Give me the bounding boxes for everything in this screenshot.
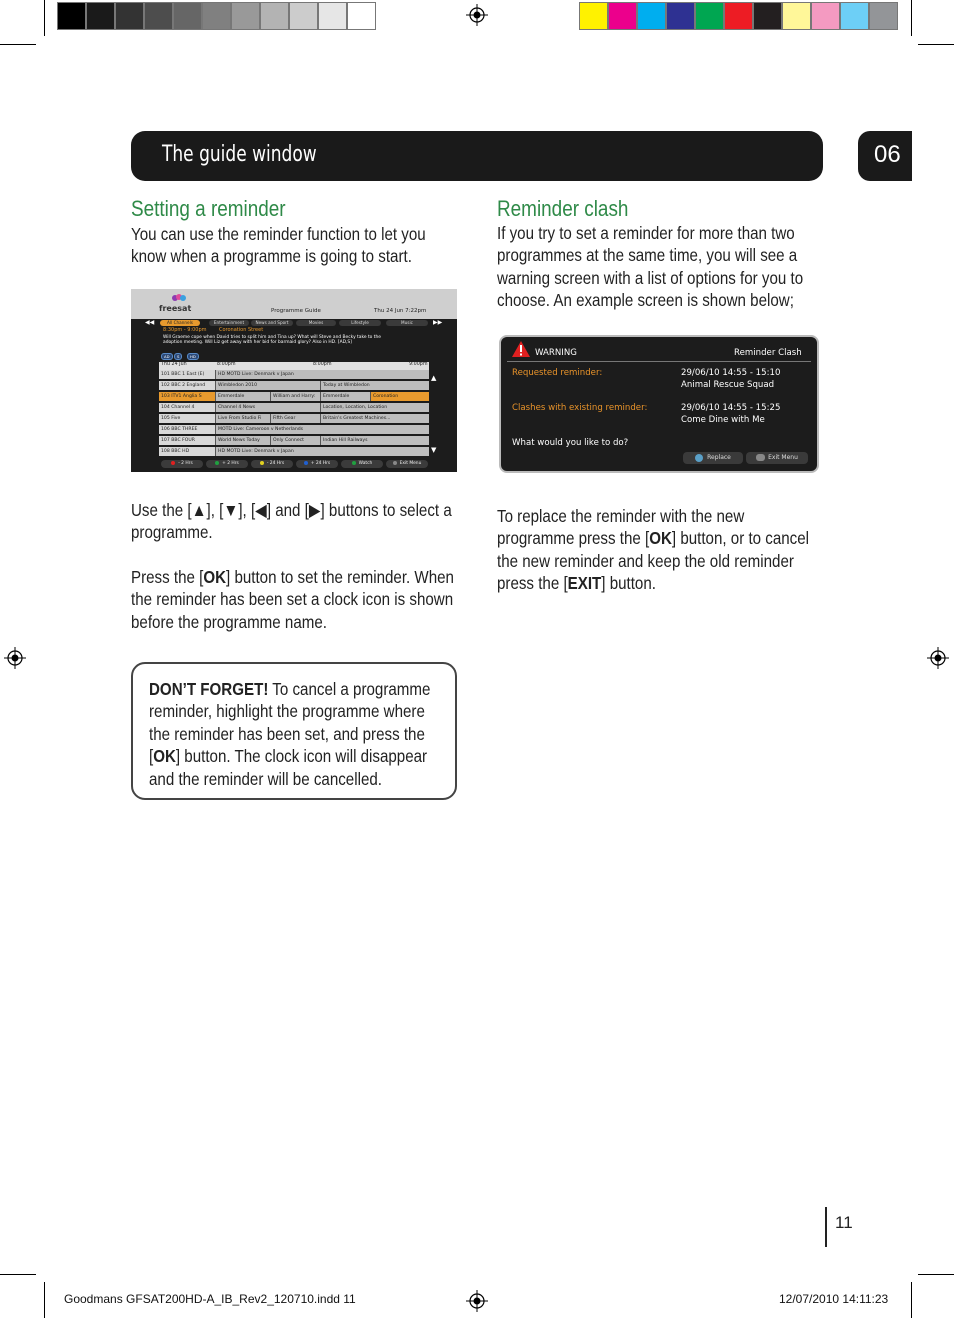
existing-reminder-programme: Come Dine with Me <box>681 415 765 425</box>
gray-swatch <box>289 2 318 30</box>
programme-cell[interactable]: HD MOTD Live: Denmark v Japan <box>215 447 429 456</box>
category-tab[interactable]: Music <box>386 320 428 326</box>
guide-title: Programme Guide <box>271 308 321 314</box>
remote-key-icon <box>260 461 264 465</box>
setting-reminder-intro: You can use the reminder function to let you know when a programme is going to start. <box>131 224 426 267</box>
warning-question: What would you like to do? <box>512 438 629 448</box>
channel-name[interactable]: 101 BBC 1 East (E) <box>159 370 215 379</box>
color-swatch <box>666 2 695 30</box>
registration-mark-icon <box>927 647 949 669</box>
exit-menu-button[interactable]: Exit Menu <box>746 452 808 464</box>
programme-cell[interactable]: Today at Wimbledon <box>320 381 429 390</box>
category-tab[interactable]: Movies <box>296 320 336 326</box>
programme-cell[interactable]: Wimbledon 2010 <box>215 381 320 390</box>
page-number: 11 <box>835 1213 853 1232</box>
crop-mark <box>0 1274 36 1275</box>
color-swatch <box>782 2 811 30</box>
programme-cell[interactable]: Indian Hill Railways <box>320 436 429 445</box>
programme-cell[interactable]: MOTD Live: Cameroon v Netherlands <box>215 425 429 434</box>
remote-key-icon <box>304 461 308 465</box>
color-swatch <box>811 2 840 30</box>
channel-name[interactable]: 103 ITV1 Anglia S <box>159 392 215 401</box>
dont-forget-text: DON’T FORGET! To cancel a programme reminder, highlight the programme where the reminder has been set, and press the [OK] button. The clock icon will disappear and the reminder will be cancelled. <box>149 679 431 789</box>
gray-swatch <box>173 2 202 30</box>
gray-swatch <box>57 2 86 30</box>
guide-button-label: - 2 Hrs <box>178 461 193 466</box>
color-swatch <box>579 2 608 30</box>
guide-button-label: Watch <box>358 461 373 466</box>
heading-reminder-clash: Reminder clash <box>497 196 629 221</box>
category-tab[interactable]: Lifestyle <box>339 320 381 326</box>
programme-cell[interactable]: Location, Location, Location <box>320 403 429 412</box>
warning-label: WARNING <box>535 348 577 358</box>
remote-key-icon <box>215 461 219 465</box>
crop-mark <box>918 1274 954 1275</box>
color-swatch <box>724 2 753 30</box>
guide-button[interactable] <box>386 460 428 468</box>
crop-mark <box>44 0 45 36</box>
programme-cell[interactable]: Coronation <box>370 392 429 401</box>
dont-forget-label: DON’T FORGET! <box>149 679 269 699</box>
crop-mark <box>911 0 912 36</box>
guide-button[interactable] <box>206 460 248 468</box>
guide-row <box>159 425 429 434</box>
guide-button-label: + 2 Hrs <box>222 461 239 466</box>
timeline-bar <box>159 362 429 370</box>
chapter-number: 06 <box>874 141 901 168</box>
freesat-logo-icon <box>171 293 189 303</box>
timeline-time-3: 9:00pm <box>409 362 428 367</box>
programme-cell[interactable]: Live From Studio Fi <box>215 414 270 423</box>
programme-cell[interactable]: Only Connect <box>270 436 320 445</box>
guide-row <box>159 370 429 379</box>
scroll-up-arrow-icon[interactable]: ▲ <box>431 374 437 382</box>
gray-swatch <box>144 2 173 30</box>
warning-title: Reminder Clash <box>734 348 802 358</box>
color-swatch <box>753 2 782 30</box>
guide-row <box>159 381 429 390</box>
color-swatch <box>840 2 869 30</box>
timeline-time-1: 8:00pm <box>217 362 236 367</box>
channel-name[interactable]: 104 Channel 4 <box>159 403 215 412</box>
now-title: Coronation Street <box>219 327 264 333</box>
color-swatch <box>869 2 898 30</box>
warning-divider <box>507 361 811 362</box>
requested-reminder-programme: Animal Rescue Squad <box>681 380 775 390</box>
ok-icon <box>695 454 703 462</box>
info-badge: AD <box>161 353 173 360</box>
chapter-tab <box>858 131 912 181</box>
heading-setting-reminder: Setting a reminder <box>131 196 286 221</box>
gray-swatch <box>260 2 289 30</box>
ok-instruction: Press the [OK] button to set the reminder. When the reminder has been set a clock icon is shown before the programme name. <box>131 567 454 632</box>
remote-key-icon <box>171 461 175 465</box>
navigation-instruction: Use the [▲], [▼], [◀] and [▶] buttons to select a programme. <box>131 500 452 543</box>
exit-icon <box>756 454 765 461</box>
synopsis-line-2: adoption meeting. Will Liz get away with her bid for barmaid glory? Also in HD. [AD,S] <box>163 340 352 345</box>
guide-button[interactable] <box>341 460 383 468</box>
crop-mark <box>0 44 36 45</box>
remote-key-icon <box>352 461 356 465</box>
guide-row <box>159 436 429 445</box>
crop-mark <box>911 1282 912 1318</box>
footer-date: 12/07/2010 14:11:23 <box>779 1292 889 1306</box>
category-tab[interactable]: News and Sport <box>251 320 293 326</box>
channel-name[interactable]: 108 BBC HD <box>159 447 215 456</box>
registration-mark-icon <box>466 1290 488 1312</box>
remote-key-icon <box>393 461 397 465</box>
guide-datetime: Thu 24 Jun 7:22pm <box>374 308 427 314</box>
timeline-time-2: 8:00pm <box>313 362 332 367</box>
guide-button-label: Exit Menu <box>399 461 422 466</box>
gray-swatch <box>202 2 231 30</box>
category-tab[interactable]: Entertainment <box>209 320 249 326</box>
guide-button[interactable] <box>296 460 338 468</box>
category-tab[interactable]: All Channels <box>160 320 200 326</box>
scroll-right-arrow-icon[interactable]: ▶▶ <box>433 319 443 326</box>
dont-forget-note <box>131 662 457 800</box>
color-swatch <box>637 2 666 30</box>
channel-name[interactable]: 102 BBC 2 England <box>159 381 215 390</box>
warning-triangle-icon <box>512 341 530 357</box>
replace-button[interactable]: Replace <box>683 452 743 464</box>
synopsis-line-1: Will Graeme cope when David tries to split him and Tina up? What will Steve and Becky take to the <box>163 335 381 340</box>
gray-swatch <box>347 2 376 30</box>
info-badge: HD <box>187 353 199 360</box>
requested-reminder-time: 29/06/10 14:55 - 15:10 <box>681 368 781 378</box>
programme-cell[interactable]: Channel 4 News <box>215 403 320 412</box>
requested-reminder-label: Requested reminder: <box>512 368 603 378</box>
registration-mark-icon <box>4 647 26 669</box>
guide-row <box>159 414 429 423</box>
freesat-wordmark: freesat <box>159 304 192 313</box>
guide-button-label: - 24 Hrs <box>266 461 285 466</box>
guide-row <box>159 447 429 456</box>
page-number-rule <box>825 1207 827 1247</box>
guide-row <box>159 392 429 401</box>
footer-file: Goodmans GFSAT200HD-A_IB_Rev2_120710.indd 11 <box>64 1292 356 1306</box>
timeline-day: Thu 24 Jun <box>161 362 187 367</box>
channel-name[interactable]: 106 BBC THREE <box>159 425 215 434</box>
existing-reminder-time: 29/06/10 14:55 - 15:25 <box>681 403 781 413</box>
gray-swatch <box>115 2 144 30</box>
guide-row <box>159 403 429 412</box>
crop-mark <box>918 44 954 45</box>
programme-cell[interactable]: HD MOTD Live: Denmark v Japan <box>215 370 429 379</box>
gray-swatch <box>231 2 260 30</box>
scroll-left-arrow-icon[interactable]: ◀◀ <box>145 319 155 326</box>
now-time: 8:30pm - 9:00pm <box>163 327 207 333</box>
programme-cell[interactable]: Fifth Gear <box>270 414 320 423</box>
registration-mark-icon <box>466 4 488 26</box>
gray-swatch <box>86 2 115 30</box>
existing-reminder-label: Clashes with existing reminder: <box>512 403 648 413</box>
section-header <box>131 131 823 181</box>
programme-cell[interactable]: World News Today <box>215 436 270 445</box>
color-swatch <box>695 2 724 30</box>
programme-guide-screenshot <box>131 289 457 472</box>
section-title: The guide window <box>162 142 317 167</box>
color-swatch <box>608 2 637 30</box>
programme-cell[interactable]: Emmerdale <box>320 392 370 401</box>
replace-instruction: To replace the reminder with the new programme press the [OK] button, or to cancel the new reminder and keep the old reminder press the [EXIT] button. <box>497 506 810 594</box>
crop-mark <box>44 1282 45 1318</box>
programme-cell[interactable]: Britain's Greatest Machines... <box>320 414 429 423</box>
guide-button[interactable] <box>161 460 203 468</box>
channel-name[interactable]: 105 Five <box>159 414 215 423</box>
guide-button[interactable] <box>251 460 293 468</box>
programme-cell[interactable]: William and Harry: <box>270 392 320 401</box>
reminder-clash-warning-screenshot <box>499 335 819 473</box>
info-badge: S <box>174 353 182 360</box>
channel-name[interactable]: 107 BBC FOUR <box>159 436 215 445</box>
scroll-down-arrow-icon[interactable]: ▼ <box>431 446 437 454</box>
gray-swatch <box>318 2 347 30</box>
guide-button-label: + 24 Hrs <box>310 461 331 466</box>
reminder-clash-intro: If you try to set a reminder for more than two programmes at the same time, you will see a warning screen with a list of options for you to choose. An example screen is shown below; <box>497 223 804 311</box>
programme-cell[interactable]: Emmerdale <box>215 392 270 401</box>
